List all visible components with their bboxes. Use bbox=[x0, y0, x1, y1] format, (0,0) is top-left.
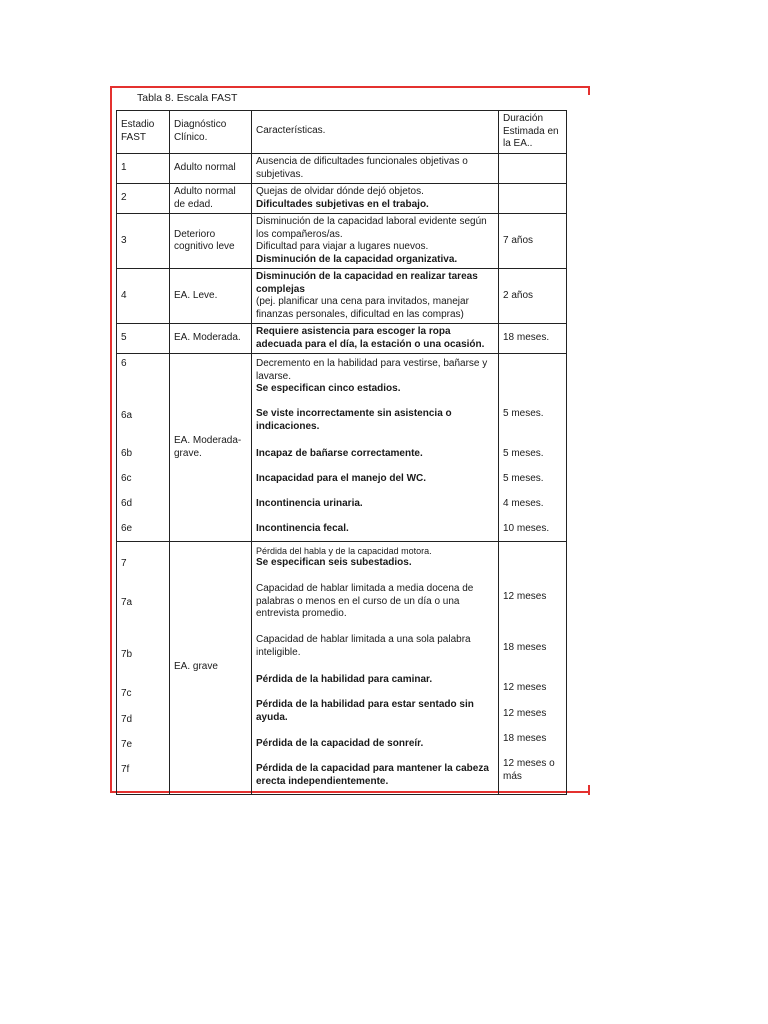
duration-cell bbox=[499, 184, 567, 214]
stage-label: 7f bbox=[121, 764, 130, 775]
diagnosis-cell: Adulto normal bbox=[170, 154, 252, 184]
stage-label: 7d bbox=[121, 714, 133, 725]
table-row bbox=[117, 154, 567, 184]
features-text-bold: Incontinencia fecal. bbox=[256, 523, 349, 534]
features-text-bold: Incapacidad para el manejo del WC. bbox=[256, 473, 427, 484]
stage-label: 6d bbox=[121, 498, 133, 509]
features-cell: Ausencia de dificultades funcionales objetivas o subjetivas. bbox=[252, 154, 499, 184]
duration-label: 5 meses. bbox=[503, 448, 544, 459]
features-line-bold: Disminución de la capacidad en realizar tareas complejas bbox=[256, 271, 478, 295]
features-text: Capacidad de hablar limitada a media docena de palabras o menos en el curso de un día o una entrevista promedio. bbox=[256, 583, 474, 619]
stage-label: 7c bbox=[121, 688, 132, 699]
stage-cell: 1 bbox=[117, 154, 170, 184]
duration-label: 18 meses bbox=[503, 642, 547, 653]
duration-cell-group6 bbox=[499, 354, 567, 542]
features-text: Pérdida del habla y de la capacidad motora. bbox=[256, 546, 432, 556]
features-cell-group7 bbox=[252, 542, 499, 795]
stage-cell: 2 bbox=[117, 184, 170, 214]
features-text-bold: Incontinencia urinaria. bbox=[256, 498, 363, 509]
features-text: Requiere asistencia para escoger la ropa adecuada para el día, la estación o una ocasión. bbox=[256, 326, 485, 350]
stage-label: 6a bbox=[121, 410, 133, 421]
features-text-bold: Se viste incorrectamente sin asistencia o indicaciones. bbox=[256, 408, 452, 432]
diagnosis-cell: Deterioro cognitivo leve bbox=[170, 214, 252, 269]
table-row bbox=[117, 184, 567, 214]
features-text-bold: Pérdida de la habilidad para estar sentado sin ayuda. bbox=[256, 699, 474, 723]
features-cell bbox=[252, 184, 499, 214]
diagnosis-cell: EA. Moderada-grave. bbox=[170, 354, 252, 542]
stage-label: 6 bbox=[121, 358, 127, 369]
duration-cell: 7 años bbox=[499, 214, 567, 269]
table-title: Tabla 8. Escala FAST bbox=[137, 92, 238, 104]
features-text-bold: Incapaz de bañarse correctamente. bbox=[256, 448, 423, 459]
duration-cell bbox=[499, 154, 567, 184]
diagnosis-cell: EA. Leve. bbox=[170, 269, 252, 324]
table-row bbox=[117, 214, 567, 269]
features-cell bbox=[252, 214, 499, 269]
diagnosis-cell: EA. Moderada. bbox=[170, 324, 252, 354]
duration-label: 10 meses. bbox=[503, 523, 550, 534]
diagnosis-cell: Adulto normal de edad. bbox=[170, 184, 252, 214]
stage-cell: 5 bbox=[117, 324, 170, 354]
stage-cell: 3 bbox=[117, 214, 170, 269]
duration-label: 18 meses bbox=[503, 733, 547, 744]
duration-cell: 2 años bbox=[499, 269, 567, 324]
features-line: Disminución de la capacidad laboral evidente según los compañeros/as. bbox=[256, 216, 487, 240]
red-border-right-bottom bbox=[588, 785, 590, 795]
features-cell bbox=[252, 269, 499, 324]
features-cell-group6 bbox=[252, 354, 499, 542]
table-row-group7 bbox=[117, 542, 567, 795]
diagnosis-cell: EA. grave bbox=[170, 542, 252, 795]
table-row-group6 bbox=[117, 354, 567, 542]
stage-label: 6b bbox=[121, 448, 133, 459]
table-header-row bbox=[117, 111, 567, 154]
features-line: Dificultad para viajar a lugares nuevos. bbox=[256, 241, 429, 252]
red-border-right-top bbox=[588, 86, 590, 95]
stage-label: 7b bbox=[121, 649, 133, 660]
stage-cell-group7 bbox=[117, 542, 170, 795]
features-cell bbox=[252, 324, 499, 354]
duration-label: 5 meses. bbox=[503, 473, 544, 484]
stage-label: 6c bbox=[121, 473, 132, 484]
features-text: Capacidad de hablar limitada a una sola palabra inteligible. bbox=[256, 634, 471, 658]
features-text-bold: Pérdida de la capacidad de sonreír. bbox=[256, 738, 424, 749]
stage-label: 7e bbox=[121, 739, 133, 750]
stage-label: 6e bbox=[121, 523, 133, 534]
duration-label: 12 meses bbox=[503, 591, 547, 602]
features-line-bold: Disminución de la capacidad organizativa. bbox=[256, 253, 458, 265]
header-features: Características. bbox=[252, 111, 499, 154]
header-stage: Estadio FAST bbox=[117, 111, 170, 154]
features-line: Quejas de olvidar dónde dejó objetos. bbox=[256, 186, 424, 197]
fast-scale-table bbox=[116, 110, 567, 795]
features-text-bold: Pérdida de la habilidad para caminar. bbox=[256, 674, 433, 685]
duration-label: 4 meses. bbox=[503, 498, 544, 509]
duration-label: 12 meses bbox=[503, 682, 547, 693]
features-line: (pej. planificar una cena para invitados, manejar finanzas personales, dificultad en las compras) bbox=[256, 296, 469, 320]
features-line-bold: Dificultades subjetivas en el trabajo. bbox=[256, 198, 429, 210]
stage-cell-group6 bbox=[117, 354, 170, 542]
features-text: Decremento en la habilidad para vestirse, bañarse y lavarse. bbox=[256, 358, 488, 382]
table-row bbox=[117, 324, 567, 354]
duration-label: 12 meses bbox=[503, 708, 547, 719]
duration-label: 5 meses. bbox=[503, 408, 544, 419]
stage-label: 7a bbox=[121, 597, 133, 608]
features-text-bold: Pérdida de la capacidad para mantener la cabeza erecta independientemente. bbox=[256, 763, 489, 787]
stage-label: 7 bbox=[121, 558, 127, 569]
header-duration: Duración Estimada en la EA.. bbox=[499, 111, 567, 154]
stage-cell: 4 bbox=[117, 269, 170, 324]
features-text-bold: Se especifican seis subestadios. bbox=[256, 557, 412, 568]
header-diagnosis: Diagnóstico Clínico. bbox=[170, 111, 252, 154]
duration-label: 12 meses o más bbox=[503, 758, 555, 782]
duration-cell-group7 bbox=[499, 542, 567, 795]
table-row bbox=[117, 269, 567, 324]
duration-cell: 18 meses. bbox=[499, 324, 567, 354]
features-text-bold: Se especifican cinco estadios. bbox=[256, 383, 401, 394]
